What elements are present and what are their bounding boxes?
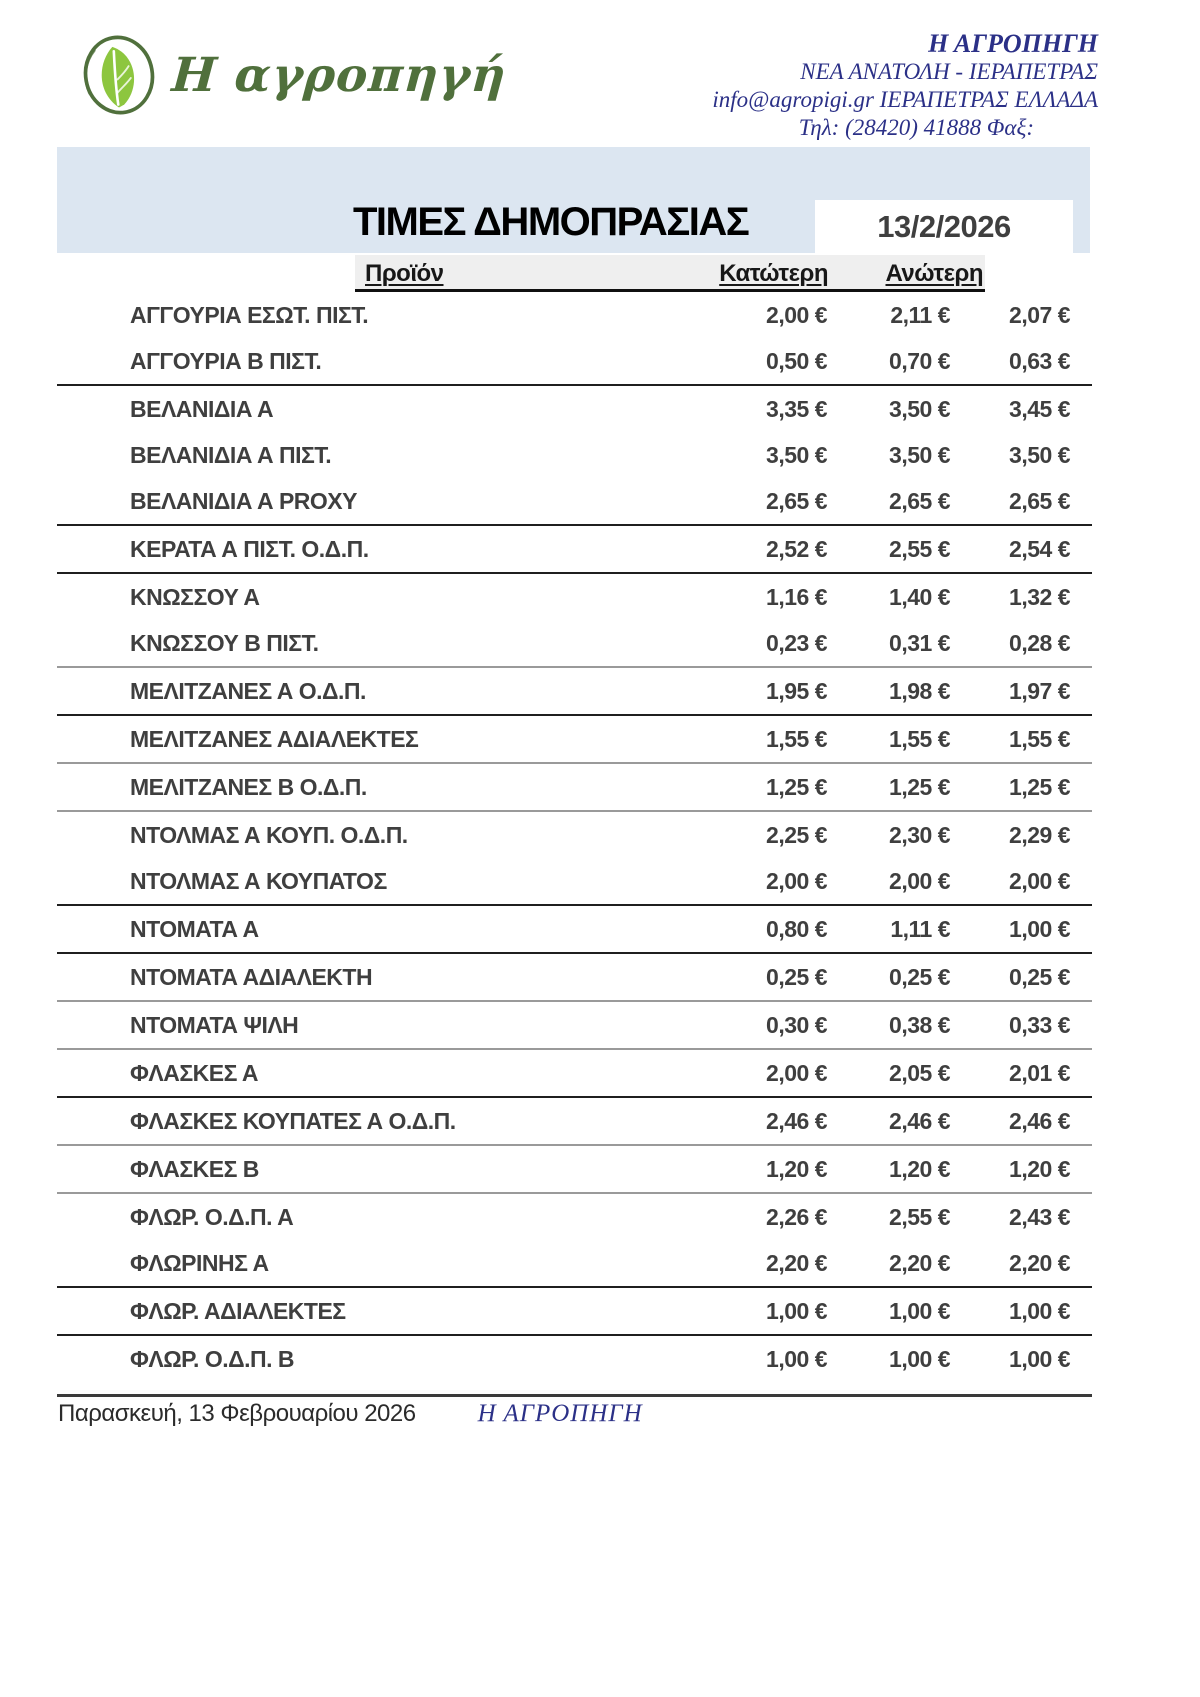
price-avg: 2,00 €: [1009, 867, 1070, 894]
product-group: [57, 714, 1092, 762]
price-high: 3,50 €: [889, 441, 950, 468]
price-high: 3,50 €: [889, 395, 950, 422]
page-footer: [58, 1400, 643, 1428]
company-logo: [82, 28, 509, 122]
price-avg: 2,46 €: [1009, 1107, 1070, 1134]
product-name: ΦΛΑΣΚΕΣ Β: [130, 1155, 259, 1182]
price-avg: 0,63 €: [1009, 347, 1070, 374]
table-row: [57, 906, 1092, 952]
price-low: 2,46 €: [766, 1107, 827, 1134]
price-high: 1,11 €: [890, 915, 950, 942]
price-avg: 2,43 €: [1009, 1203, 1070, 1230]
title-banner: [57, 147, 1090, 253]
product-group: [57, 384, 1092, 524]
product-name: ΝΤΟΜΑΤΑ Α: [130, 915, 259, 942]
product-name: ΜΕΛΙΤΖΑΝΕΣ ΑΔΙΑΛΕΚΤΕΣ: [130, 725, 419, 752]
column-header-high: Ανώτερη: [885, 260, 983, 287]
price-avg: 1,20 €: [1009, 1155, 1070, 1182]
table-row: [57, 432, 1092, 478]
price-low: 3,35 €: [766, 395, 827, 422]
price-high: 2,30 €: [889, 821, 950, 848]
price-low: 1,55 €: [766, 725, 827, 752]
price-avg: 2,65 €: [1009, 487, 1070, 514]
price-avg: 1,97 €: [1009, 677, 1070, 704]
price-avg: 2,01 €: [1009, 1059, 1070, 1086]
price-high: 2,11 €: [890, 301, 950, 328]
product-group: [57, 572, 1092, 666]
price-low: 2,65 €: [766, 487, 827, 514]
price-low: 0,50 €: [766, 347, 827, 374]
product-name: ΚΝΩΣΣΟΥ Β ΠΙΣΤ.: [130, 629, 319, 656]
product-group: [57, 292, 1092, 384]
price-high: 1,00 €: [889, 1345, 950, 1372]
price-low: 2,26 €: [766, 1203, 827, 1230]
product-group: [57, 1286, 1092, 1334]
price-avg: 2,29 €: [1009, 821, 1070, 848]
product-name: ΝΤΟΜΑΤΑ ΨΙΛΗ: [130, 1011, 299, 1038]
price-high: 0,25 €: [889, 963, 950, 990]
price-avg: 1,00 €: [1009, 915, 1070, 942]
table-row: [57, 668, 1092, 714]
price-high: 2,46 €: [889, 1107, 950, 1134]
product-name: ΚΝΩΣΣΟΥ Α: [130, 583, 260, 610]
letterhead-contact: info@agropigi.gr ΙΕΡΑΠΕΤΡΑΣ ΕΛΛΑΔΑ: [712, 87, 1098, 112]
product-name: ΒΕΛΑΝΙΔΙΑ Α PROXY: [130, 487, 357, 514]
table-row: [57, 858, 1092, 904]
price-high: 0,70 €: [889, 347, 950, 374]
page-title: ΤΙΜΕΣ ΔΗΜΟΠΡΑΣΙΑΣ: [353, 200, 749, 244]
product-name: ΝΤΟΜΑΤΑ ΑΔΙΑΛΕΚΤΗ: [130, 963, 373, 990]
product-group: [57, 762, 1092, 810]
letterhead: [712, 30, 1098, 142]
price-high: 2,00 €: [889, 867, 950, 894]
price-low: 1,16 €: [766, 583, 827, 610]
product-group: [57, 524, 1092, 572]
footer-company: Η ΑΓΡΟΠΗΓΗ: [477, 1400, 643, 1427]
product-group: [57, 1096, 1092, 1144]
price-low: 0,30 €: [766, 1011, 827, 1038]
table-row: [57, 1050, 1092, 1096]
price-high: 2,20 €: [889, 1249, 950, 1276]
product-name: ΑΓΓΟΥΡΙΑ Β ΠΙΣΤ.: [130, 347, 322, 374]
product-group: [57, 1000, 1092, 1048]
letterhead-phone: Τηλ: (28420) 41888 Φαξ:: [798, 115, 1034, 140]
price-avg: 1,25 €: [1009, 773, 1070, 800]
price-avg: 1,00 €: [1009, 1345, 1070, 1372]
product-name: ΝΤΟΛΜΑΣ Α ΚΟΥΠΑΤΟΣ: [130, 867, 387, 894]
price-low: 2,00 €: [766, 1059, 827, 1086]
table-row: [57, 1002, 1092, 1048]
price-low: 0,80 €: [766, 915, 827, 942]
table-row: [57, 338, 1092, 384]
letterhead-address: ΝΕΑ ΑΝΑΤΟΛΗ - ΙΕΡΑΠΕΤΡΑΣ: [800, 59, 1098, 84]
product-name: ΦΛΑΣΚΕΣ Α: [130, 1059, 259, 1086]
table-row: [57, 1288, 1092, 1334]
product-name: ΒΕΛΑΝΙΔΙΑ Α ΠΙΣΤ.: [130, 441, 332, 468]
price-avg: 0,28 €: [1009, 629, 1070, 656]
table-row: [57, 1336, 1092, 1382]
table-row: [57, 954, 1092, 1000]
table-header-band: [355, 255, 985, 292]
price-avg: 2,54 €: [1009, 535, 1070, 562]
price-low: 3,50 €: [766, 441, 827, 468]
price-avg: 3,45 €: [1009, 395, 1070, 422]
product-group: [57, 952, 1092, 1000]
price-high: 0,31 €: [889, 629, 950, 656]
table-row: [57, 574, 1092, 620]
price-avg: 1,32 €: [1009, 583, 1070, 610]
price-high: 1,98 €: [889, 677, 950, 704]
price-avg: 0,33 €: [1009, 1011, 1070, 1038]
product-name: ΜΕΛΙΤΖΑΝΕΣ Β Ο.Δ.Π.: [130, 773, 367, 800]
auction-date-box: 13/2/2026: [815, 200, 1073, 253]
price-low: 1,25 €: [766, 773, 827, 800]
product-group: [57, 666, 1092, 714]
table-row: [57, 1240, 1092, 1286]
price-low: 2,00 €: [766, 867, 827, 894]
price-avg: 2,07 €: [1009, 301, 1070, 328]
price-high: 2,55 €: [889, 1203, 950, 1230]
column-header-low: Κατώτερη: [719, 260, 828, 287]
product-name: ΚΕΡΑΤΑ Α ΠΙΣΤ. Ο.Δ.Π.: [130, 535, 369, 562]
product-name: ΦΛΩΡ. ΑΔΙΑΛΕΚΤΕΣ: [130, 1297, 346, 1324]
price-high: 1,55 €: [889, 725, 950, 752]
price-low: 0,25 €: [766, 963, 827, 990]
product-group: [57, 904, 1092, 952]
product-name: ΑΓΓΟΥΡΙΑ ΕΣΩΤ. ΠΙΣΤ.: [130, 301, 369, 328]
table-row: [57, 764, 1092, 810]
price-low: 2,25 €: [766, 821, 827, 848]
price-low: 1,95 €: [766, 677, 827, 704]
price-high: 1,40 €: [889, 583, 950, 610]
table-row: [57, 292, 1092, 338]
product-group: [57, 1334, 1092, 1382]
footer-date: Παρασκευή, 13 Φεβρουαρίου 2026: [58, 1400, 416, 1427]
price-high: 0,38 €: [889, 1011, 950, 1038]
price-low: 0,23 €: [766, 629, 827, 656]
column-header-product: Προϊόν: [365, 260, 444, 287]
price-avg: 1,00 €: [1009, 1297, 1070, 1324]
leaf-logo-icon: [82, 28, 156, 122]
price-avg: 3,50 €: [1009, 441, 1070, 468]
letterhead-company: Η ΑΓΡΟΠΗΓΗ: [928, 29, 1098, 58]
price-high: 2,05 €: [889, 1059, 950, 1086]
table-row: [57, 1146, 1092, 1192]
table-row: [57, 812, 1092, 858]
price-high: 2,55 €: [889, 535, 950, 562]
table-row: [57, 478, 1092, 524]
product-name: ΜΕΛΙΤΖΑΝΕΣ Α Ο.Δ.Π.: [130, 677, 366, 704]
price-high: 1,00 €: [889, 1297, 950, 1324]
price-avg: 0,25 €: [1009, 963, 1070, 990]
price-avg: 1,55 €: [1009, 725, 1070, 752]
product-name: ΦΛΩΡΙΝΗΣ Α: [130, 1249, 269, 1276]
product-name: ΦΛΑΣΚΕΣ ΚΟΥΠΑΤΕΣ Α Ο.Δ.Π.: [130, 1107, 456, 1134]
product-group: [57, 1144, 1092, 1192]
price-low: 2,00 €: [766, 301, 827, 328]
price-high: 1,20 €: [889, 1155, 950, 1182]
product-group: [57, 810, 1092, 904]
table-row: [57, 386, 1092, 432]
price-table-body: [57, 292, 1092, 1397]
table-row: [57, 620, 1092, 666]
price-high: 1,25 €: [889, 773, 950, 800]
logo-brand-text: Η αγροπηγή: [170, 47, 509, 103]
price-low: 1,00 €: [766, 1297, 827, 1324]
product-group: [57, 1192, 1092, 1286]
product-name: ΦΛΩΡ. Ο.Δ.Π. Α: [130, 1203, 294, 1230]
product-name: ΝΤΟΛΜΑΣ Α ΚΟΥΠ. Ο.Δ.Π.: [130, 821, 408, 848]
price-high: 2,65 €: [889, 487, 950, 514]
product-name: ΒΕΛΑΝΙΔΙΑ Α: [130, 395, 274, 422]
table-row: [57, 716, 1092, 762]
price-low: 2,20 €: [766, 1249, 827, 1276]
price-low: 1,00 €: [766, 1345, 827, 1372]
table-row: [57, 1098, 1092, 1144]
price-low: 1,20 €: [766, 1155, 827, 1182]
product-name: ΦΛΩΡ. Ο.Δ.Π. Β: [130, 1345, 295, 1372]
table-row: [57, 526, 1092, 572]
table-row: [57, 1194, 1092, 1240]
price-avg: 2,20 €: [1009, 1249, 1070, 1276]
product-group: [57, 1048, 1092, 1096]
price-low: 2,52 €: [766, 535, 827, 562]
